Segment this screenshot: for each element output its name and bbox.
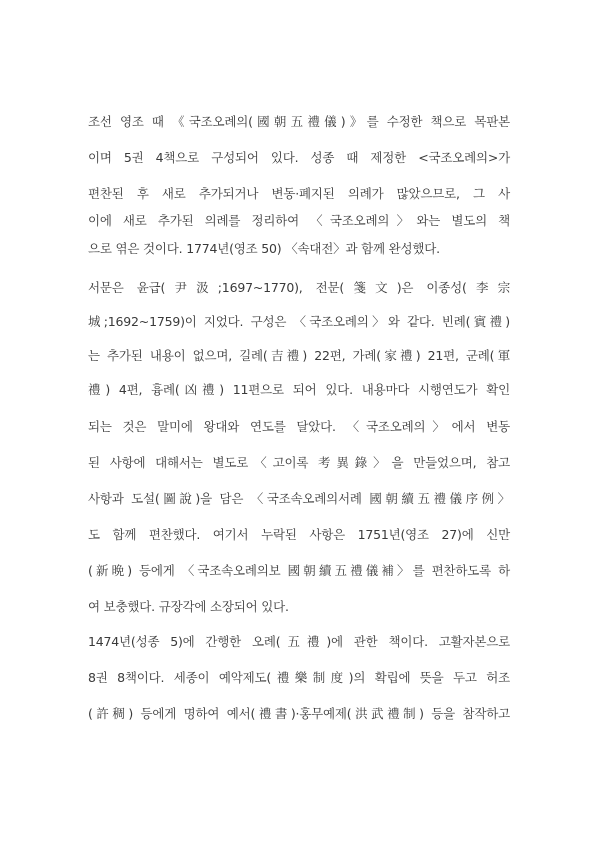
text-line: 되는 것은 말미에 왕대와 연도를 달았다. 〈국조오례의〉에서 변동 — [88, 419, 510, 434]
text-line: 된 사항에 대해서는 별도로〈고이록 考異錄〉을 만들었으며, 참고 — [88, 455, 510, 470]
text-line: 이며 5권 4책으로 구성되어 있다. 성종 때 제정한 <국조오례의>가 — [88, 150, 510, 165]
text-line: 이에 새로 추가된 의례를 정리하여 〈국조오례의〉와는 별도의 책 — [88, 213, 510, 228]
text-line: 8권 8책이다. 세종이 예악제도(禮樂制度)의 확립에 뜻을 두고 허조 — [88, 670, 510, 685]
text-line: 으로 엮은 것이다. 1774년(영조 50) 〈속대전〉과 함께 완성했다. — [88, 241, 440, 256]
text-line: (新晩) 등에게 〈국조속오례의보 國朝續五禮儀補〉를 편찬하도록 하 — [88, 563, 510, 578]
text-line: 城;1692~1759)이 지었다. 구성은 〈국조오례의〉와 같다. 빈례(賓禮) — [88, 314, 510, 329]
text-line: 도 함께 편찬했다. 여기서 누락된 사항은 1751년(영조 27)에 신만 — [88, 527, 510, 542]
text-line: 사항과 도설(圖說)을 담은 〈국조속오례의서례 國朝續五禮儀序例〉 — [88, 491, 510, 506]
text-line: 서문은 윤급(尹汲;1697~1770), 전문(箋文)은 이종성(李宗 — [88, 280, 510, 295]
text-line: (許稠) 등에게 명하여 예서(禮書)·홍무예제(洪武禮制) 등을 참작하고 — [88, 706, 510, 721]
text-line: 는 추가된 내용이 없으며, 길례(吉禮) 22편, 가례(家禮) 21편, 군례(軍 — [88, 348, 510, 363]
text-line: 편찬된 후 새로 추가되거나 변동·폐지된 의례가 많았으므로, 그 사 — [88, 186, 510, 201]
text-line: 1474년(성종 5)에 간행한 오례(五禮)에 관한 책이다. 고활자본으로 — [88, 634, 510, 649]
text-line: 禮) 4편, 흉례(凶禮) 11편으로 되어 있다. 내용마다 시행연도가 확인 — [88, 382, 510, 397]
text-line: 조선 영조 때 《국조오례의(國朝五禮儀)》를 수정한 책으로 목판본 — [88, 114, 510, 129]
text-line: 여 보충했다. 규장각에 소장되어 있다. — [88, 599, 289, 614]
